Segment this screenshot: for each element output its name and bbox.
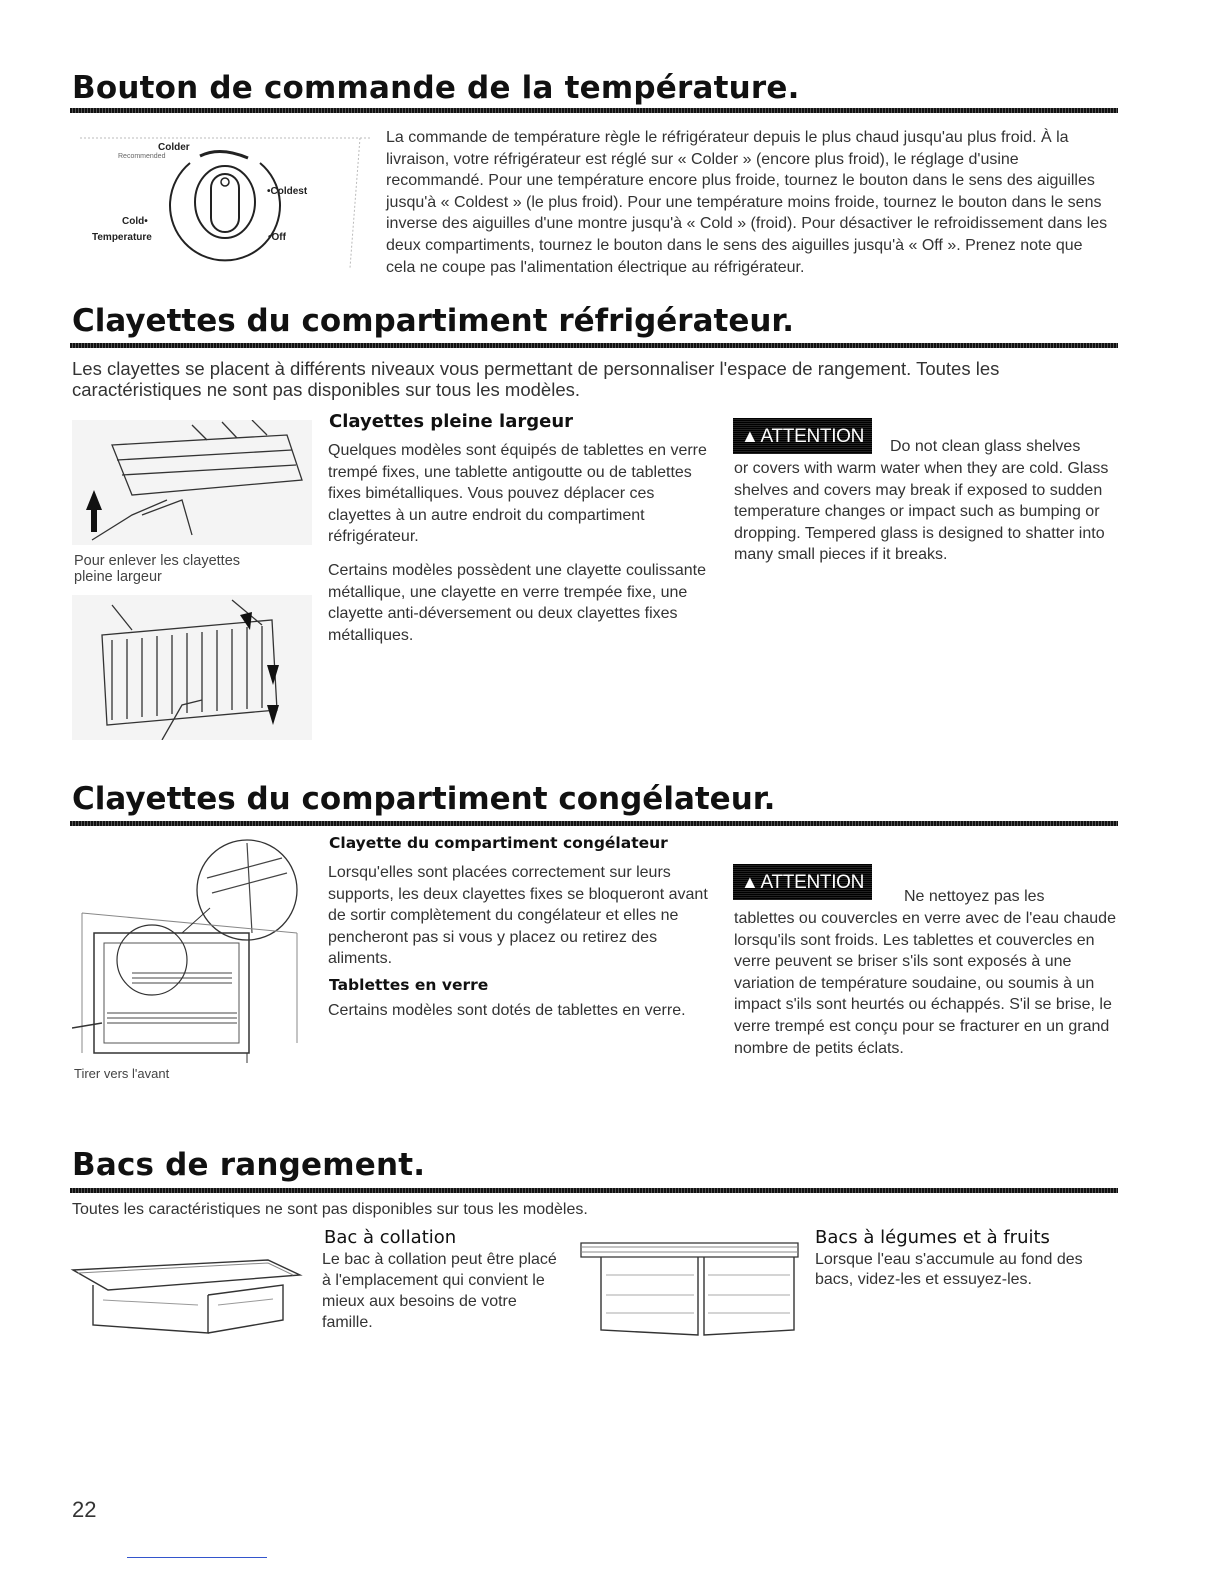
freezer-shelf-caption: Tirer vers l'avant bbox=[74, 1066, 170, 1081]
full-width-shelf-caption: Pour enlever les clayettes pleine largeur bbox=[74, 553, 241, 585]
snack-pan-text: Le bac à collation peut être placé à l'emplacement qui convient le mieux aux besoins de votre famille. bbox=[322, 1251, 557, 1331]
dial-label-cold: Cold• bbox=[122, 216, 148, 227]
freezer-shelf-illustration bbox=[72, 838, 307, 1063]
full-width-shelves-para1: Quelques modèles sont équipés de tablettes en verre trempé fixes, une tablette antigoutte ou de tablettes fixes bimétalliques. Vous pouvez déplacer ces clayettes à un autre endroit du compartiment réfrigérateur. bbox=[328, 442, 707, 546]
fridge-shelves-section-title: Clayettes du compartiment réfrigérateur. bbox=[72, 303, 795, 339]
warning-triangle-icon: ▲ bbox=[741, 426, 759, 446]
page-number: 22 bbox=[72, 1497, 97, 1522]
footer-link-rule bbox=[127, 1557, 267, 1558]
glass-shelves-para: Certains modèles sont dotés de tablettes en verre. bbox=[328, 1002, 686, 1019]
crisper-drawers-illustration bbox=[576, 1235, 804, 1340]
temperature-dial-illustration bbox=[80, 128, 370, 288]
dial-label-colder: Colder bbox=[158, 142, 190, 153]
warning-triangle-icon: ▲ bbox=[741, 872, 759, 892]
temperature-section-title: Bouton de commande de la température. bbox=[72, 70, 800, 106]
crisper-title: Bacs à légumes et à fruits bbox=[815, 1227, 1050, 1248]
section-rule bbox=[70, 821, 1118, 826]
glass-shelves-subtitle: Tablettes en verre bbox=[329, 976, 489, 994]
attention-badge bbox=[733, 864, 872, 900]
section-rule bbox=[70, 108, 1118, 113]
dial-label-temperature: Temperature bbox=[92, 232, 152, 243]
attention-label: ATTENTION bbox=[760, 872, 865, 893]
freezer-shelf-para1: Lorsqu'elles sont placées correctement sur leurs supports, les deux clayettes fixes se bloqueront avant de sortir complètement du congélateur et elles ne pencheront pas si vous y placez ou retirez des aliments. bbox=[328, 864, 708, 968]
full-width-shelves-para2: Certains modèles possèdent une clayette coulissante métallique, une clayette en verre trempée fixe, une clayette anti-déversement ou deux clayettes fixes métalliques. bbox=[328, 562, 706, 644]
crisper-text: Lorsque l'eau s'accumule au fond des bacs, videz-les et essuyez-les. bbox=[815, 1251, 1083, 1288]
attention-badge bbox=[733, 418, 872, 454]
snack-pan-illustration bbox=[68, 1255, 303, 1340]
dial-label-off: •Off bbox=[268, 232, 286, 243]
fridge-attention-text: or covers with warm water when they are cold. Glass shelves and covers may break if exposed to sudden temperature changes or impact such as bumping or dropping. Tempered glass is designed to shatter into many small pieces if it breaks. bbox=[734, 460, 1109, 564]
snack-pan-title: Bac à collation bbox=[324, 1227, 457, 1248]
full-width-shelves-subtitle: Clayettes pleine largeur bbox=[329, 411, 574, 432]
freezer-attention-text: tablettes ou couvercles en verre avec de l'eau chaude lorsqu'ils sont froids. Les tablettes et couvercles en verre peuvent se briser s'ils sont exposés à une variation de température soudaine, ou soumis à un impact s'ils sont heurtés ou échappés. S'il se brise, le verre trempé est conçu pour se fracturer en un grand nombre de petits éclats. bbox=[734, 910, 1116, 1057]
section-rule bbox=[70, 1188, 1118, 1193]
bins-intro: Toutes les caractéristiques ne sont pas disponibles sur tous les modèles. bbox=[72, 1201, 588, 1218]
bins-section-title: Bacs de rangement. bbox=[72, 1147, 426, 1183]
freezer-shelves-section-title: Clayettes du compartiment congélateur. bbox=[72, 781, 776, 817]
section-rule bbox=[70, 343, 1118, 348]
fridge-attention-first-line: Do not clean glass shelves bbox=[890, 438, 1081, 455]
temperature-body-text: La commande de température règle le réfrigérateur depuis le plus chaud jusqu'au plus froid. À la livraison, votre réfrigérateur est réglé sur « Colder » (encore plus froid), le réglage d'usine recommandé. Pour une température encore plus froide, tournez le bouton dans le sens des aiguilles jusqu'à « Coldest » (le plus froid). Pour une température moins froide, tournez le bouton dans le sens inverse des aiguilles d'une montre jusqu'à « Cold » (froid). Pour désactiver le refroidissement dans les deux compartiments, tournez le bouton dans le sens des aiguilles jusqu'à « Off ». Prenez note que cela ne coupe pas l'alimentation électrique au réfrigérateur. bbox=[386, 129, 1108, 276]
freezer-attention-first-line: Ne nettoyez pas les bbox=[904, 888, 1045, 905]
dial-label-coldest: •Coldest bbox=[267, 186, 308, 197]
attention-label: ATTENTION bbox=[760, 426, 865, 447]
freezer-shelf-subtitle: Clayette du compartiment congélateur bbox=[329, 834, 668, 852]
dial-label-recommended: Recommended bbox=[118, 153, 166, 160]
fridge-shelves-intro: Les clayettes se placent à différents niveaux vous permettant de personnaliser l'espace de rangement. Toutes les caractéristiques ne sont pas disponibles sur tous les modèles. bbox=[72, 358, 1000, 400]
